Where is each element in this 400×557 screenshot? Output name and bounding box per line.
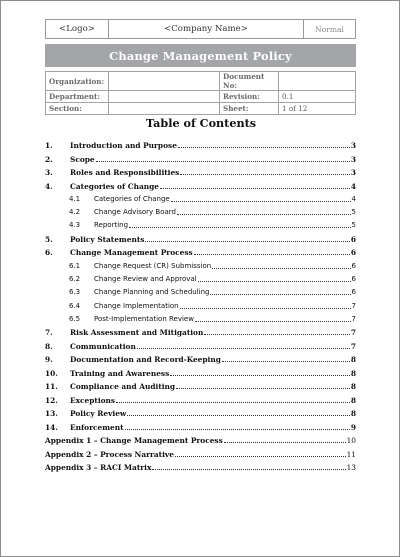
toc-entry-title: Documentation and Record-Keeping — [70, 355, 221, 364]
toc-dot-leader — [204, 334, 349, 335]
toc-entry[interactable] — [45, 340, 356, 351]
toc-entry-page: 6 — [350, 235, 356, 244]
toc-entry-number: 14. — [45, 423, 58, 432]
toc-entry-page: 8 — [350, 409, 356, 418]
sheet-label: Sheet: — [220, 103, 279, 115]
toc-entry-page: 6 — [351, 275, 356, 283]
toc-entry-page: 3 — [350, 168, 356, 177]
toc-dot-leader — [180, 174, 350, 175]
toc-entry-title: Training and Awareness — [70, 369, 170, 378]
toc-entry-number: 5. — [45, 235, 53, 244]
toc-entry-number: 7. — [45, 328, 53, 337]
toc-entry-page: 13 — [346, 463, 356, 472]
toc-entry-page: 4 — [350, 182, 356, 191]
toc-entry-number: 2. — [45, 155, 53, 164]
toc-entry[interactable] — [45, 206, 356, 217]
toc-entry[interactable] — [45, 233, 356, 244]
toc-entry[interactable] — [45, 394, 356, 405]
toc-entry-title: Post-Implementation Review — [94, 315, 194, 323]
toc-dot-leader — [194, 254, 350, 255]
toc-entry-number: 4.1 — [69, 195, 81, 203]
toc-entry-number: 6.5 — [69, 315, 81, 323]
toc-entry-page: 9 — [350, 423, 356, 432]
toc-dot-leader — [198, 281, 351, 282]
toc-entry-number: 6.4 — [69, 302, 81, 310]
toc-entry-title: Appendix 3 – RACI Matrix — [45, 463, 152, 472]
toc-entry-title: Scope — [70, 155, 95, 164]
toc-entry-title: Change Review and Approval — [94, 275, 197, 283]
toc-entry[interactable] — [45, 380, 356, 391]
company-name: <Company Name> — [109, 20, 304, 38]
sheet-value: 1 of 12 — [279, 103, 356, 115]
toc-entry[interactable] — [45, 180, 356, 191]
toc-dot-leader — [176, 388, 350, 389]
toc-entry-page: 8 — [350, 382, 356, 391]
toc-entry-page: 6 — [351, 288, 356, 296]
document-title: Change Management Policy — [45, 44, 356, 67]
toc-entry-title: Communication — [70, 342, 136, 351]
toc-dot-leader — [210, 294, 350, 295]
toc-entry[interactable] — [45, 313, 356, 324]
toc-dot-leader — [145, 241, 349, 242]
toc-entry-title: Appendix 1 – Change Management Process — [45, 436, 223, 445]
toc-entry-title: Change Management Process — [70, 248, 193, 257]
toc-entry-number: 4.3 — [69, 221, 81, 229]
toc-entry-title: Categories of Change — [94, 195, 170, 203]
toc-entry[interactable] — [45, 407, 356, 418]
toc-entry-number: 8. — [45, 342, 53, 351]
toc-dot-leader — [127, 415, 350, 416]
toc-entry-page: 6 — [351, 262, 356, 270]
toc-entry-title: Policy Statements — [70, 235, 145, 244]
toc-entry-page: 5 — [351, 208, 356, 216]
toc-entry[interactable] — [45, 367, 356, 378]
toc-entry-number: 6.1 — [69, 262, 81, 270]
toc-entry-number: 11. — [45, 382, 58, 391]
toc-entry-title: Policy Review — [70, 409, 127, 418]
department-label: Department: — [46, 91, 109, 103]
info-row — [46, 103, 356, 115]
toc-entry-title: Exceptions — [70, 396, 116, 405]
toc-entry-page: 8 — [350, 369, 356, 378]
toc-entry-page: 4 — [351, 195, 356, 203]
info-row — [46, 72, 356, 91]
toc-dot-leader — [125, 429, 350, 430]
toc-entry[interactable] — [45, 260, 356, 271]
toc-entry[interactable] — [45, 461, 356, 472]
toc-dot-leader — [178, 147, 350, 148]
toc-entry[interactable] — [45, 286, 356, 297]
toc-entry-page: 7 — [350, 342, 356, 351]
toc-dot-leader — [116, 402, 350, 403]
document-header — [45, 19, 356, 39]
logo-placeholder: <Logo> — [46, 20, 109, 38]
toc-entry-title: Change Advisory Board — [94, 208, 176, 216]
toc-entry-number: 1. — [45, 141, 53, 150]
toc-entry-page: 5 — [351, 221, 356, 229]
toc-dot-leader — [177, 214, 351, 215]
document-no-label: Document No: — [220, 72, 279, 91]
toc-heading: Table of Contents — [145, 116, 257, 130]
toc-entry-number: 6.3 — [69, 288, 81, 296]
toc-entry-number: 4. — [45, 182, 53, 191]
organization-value — [109, 72, 220, 91]
document-info-table — [45, 71, 356, 115]
toc-entry[interactable] — [45, 139, 356, 150]
toc-entry-number: 12. — [45, 396, 58, 405]
toc-entry-page: 8 — [350, 396, 356, 405]
toc-dot-leader — [180, 308, 351, 309]
section-label: Section: — [46, 103, 109, 115]
toc-entry-number: 3. — [45, 168, 53, 177]
toc-entry-title: Roles and Responsibilities — [70, 168, 180, 177]
department-value — [109, 91, 220, 103]
toc-entry-title: Reporting — [94, 221, 129, 229]
toc-entry-number: 6. — [45, 248, 53, 257]
toc-entry-title: Categories of Change — [70, 182, 159, 191]
toc-entry-title: Enforcement — [70, 423, 124, 432]
toc-entry[interactable] — [45, 421, 356, 432]
toc-dot-leader — [160, 188, 350, 189]
info-row — [46, 91, 356, 103]
toc-entry[interactable] — [45, 448, 356, 459]
toc-entry[interactable] — [45, 326, 356, 337]
toc-entry-page: 6 — [350, 248, 356, 257]
toc-entry[interactable] — [45, 219, 356, 230]
toc-entry-page: 8 — [350, 355, 356, 364]
toc-entry-number: 9. — [45, 355, 53, 364]
toc-entry-title: Introduction and Purpose — [70, 141, 177, 150]
toc-entry-title: Change Request (CR) Submission — [94, 262, 212, 270]
toc-dot-leader — [195, 321, 351, 322]
toc-dot-leader — [224, 442, 346, 443]
toc-dot-leader — [96, 161, 350, 162]
toc-entry[interactable] — [45, 434, 356, 445]
toc-entry-title: Compliance and Auditing — [70, 382, 176, 391]
toc-entry-page: 10 — [346, 436, 356, 445]
toc-dot-leader — [137, 348, 350, 349]
toc-dot-leader — [129, 227, 351, 228]
toc-entry-page: 3 — [350, 141, 356, 150]
toc-dot-leader — [171, 201, 351, 202]
toc-entry-number: 4.2 — [69, 208, 81, 216]
toc-entry[interactable] — [45, 153, 356, 164]
toc-entry-page: 7 — [350, 328, 356, 337]
revision-value: 0.1 — [279, 91, 356, 103]
toc-entry-page: 7 — [351, 302, 356, 310]
toc-entry-number: 13. — [45, 409, 58, 418]
document-no-value — [279, 72, 356, 91]
toc-entry[interactable] — [45, 166, 356, 177]
toc-entry-title: Risk Assessment and Mitigation — [70, 328, 204, 337]
revision-label: Revision: — [220, 91, 279, 103]
toc-entry-page: 7 — [351, 315, 356, 323]
toc-entry[interactable] — [45, 193, 356, 204]
toc-dot-leader — [152, 469, 345, 470]
toc-dot-leader — [170, 375, 350, 376]
toc-entry[interactable] — [45, 246, 356, 257]
toc-entry[interactable] — [45, 273, 356, 284]
toc-dot-leader — [222, 361, 350, 362]
section-value — [109, 103, 220, 115]
organization-label: Organization: — [46, 72, 109, 91]
classification-status: Normal — [314, 24, 344, 34]
toc-entry-number: 10. — [45, 369, 58, 378]
toc-entry-title: Appendix 2 – Process Narrative — [45, 450, 174, 459]
toc-entry-page: 11 — [346, 450, 356, 459]
toc-entry[interactable] — [45, 300, 356, 311]
toc-entry-title: Change Implementation — [94, 302, 179, 310]
toc-entry[interactable] — [45, 353, 356, 364]
toc-entry-page: 3 — [350, 155, 356, 164]
toc-entry-number: 6.2 — [69, 275, 81, 283]
toc-dot-leader — [175, 456, 346, 457]
toc-dot-leader — [212, 268, 350, 269]
toc-entry-title: Change Planning and Scheduling — [94, 288, 210, 296]
